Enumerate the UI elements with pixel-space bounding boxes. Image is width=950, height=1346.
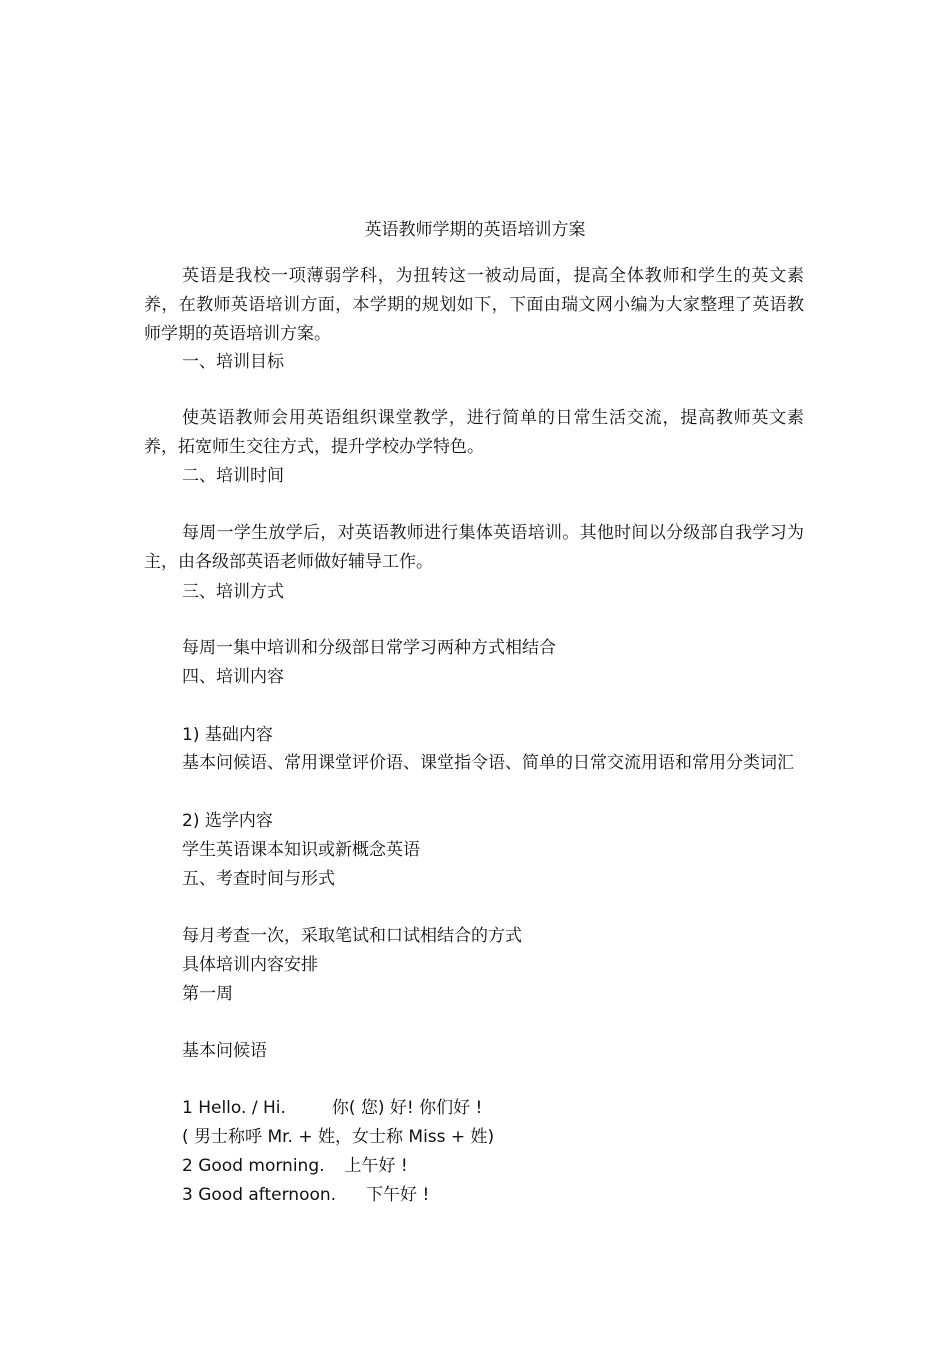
section1-heading: 一、培训目标 — [182, 352, 284, 372]
content1-label: 1) 基础内容 — [182, 725, 273, 745]
phrase3-english: 3 Good afternoon. — [182, 1185, 337, 1205]
phrase1-note: ( 男士称呼 Mr. + 姓，女士称 Miss + 姓) — [182, 1127, 495, 1147]
phrase2-chinese: 上午好 ! — [344, 1156, 408, 1176]
section2-heading: 二、培训时间 — [182, 466, 284, 486]
section5-body: 每月考查一次，采取笔试和口试相结合的方式 — [182, 926, 522, 946]
section5-heading: 五、考查时间与形式 — [182, 869, 335, 889]
week1-label: 第一周 — [182, 984, 233, 1004]
intro-paragraph: 英语是我校一项薄弱学科，为扭转这一被动局面，提高全体教师和学生的英文素养，在教师英语培训方面，本学期的规划如下，下面由瑞文网小编为大家整理了英语教师学期的英语培训方案。 — [144, 266, 804, 344]
content1-body: 基本问候语、常用课堂评价语、课堂指令语、简单的日常交流用语和常用分类词汇 — [182, 753, 794, 773]
phrase1-line — [182, 1096, 482, 1120]
greetings-heading: 基本问候语 — [182, 1041, 267, 1061]
section2-body: 每周一学生放学后，对英语教师进行集体英语培训。其他时间以分级部自我学习为主，由各级部英语老师做好辅导工作。 — [144, 523, 804, 572]
section3-body: 每周一集中培训和分级部日常学习两种方式相结合 — [182, 638, 556, 658]
phrase1-chinese: 你( 您) 好! 你们好 ! — [331, 1098, 483, 1118]
phrase2-english: 2 Good morning. — [182, 1156, 325, 1176]
phrase1-english: 1 Hello. / Hi. — [182, 1098, 286, 1118]
phrase2-line — [182, 1154, 408, 1178]
content2-body: 学生英语课本知识或新概念英语 — [182, 840, 420, 860]
section1-body: 使英语教师会用英语组织课堂教学，进行简单的日常生活交流，提高教师英文素养，拓宽师生交往方式，提升学校办学特色。 — [144, 408, 804, 457]
content2-label: 2) 选学内容 — [182, 811, 273, 831]
phrase3-line — [182, 1183, 429, 1207]
section3-heading: 三、培训方式 — [182, 582, 284, 602]
schedule-heading: 具体培训内容安排 — [182, 955, 318, 975]
document-title: 英语教师学期的英语培训方案 — [364, 220, 586, 240]
section4-heading: 四、培训内容 — [182, 667, 284, 687]
phrase3-chinese: 下午好 ! — [366, 1185, 430, 1205]
